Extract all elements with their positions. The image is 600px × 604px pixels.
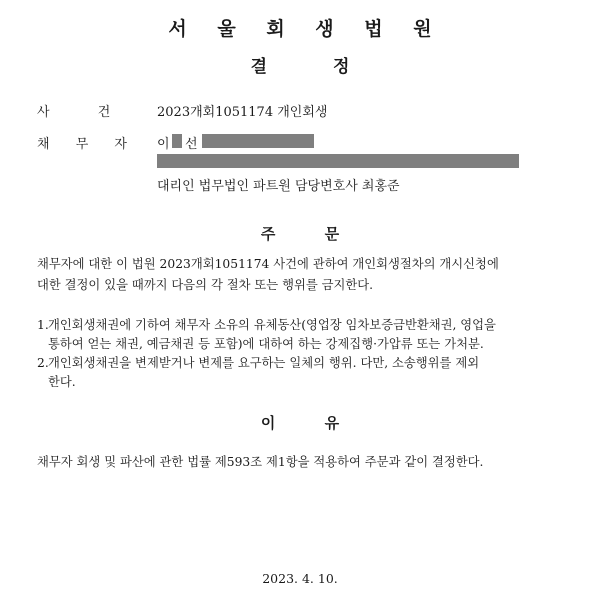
case-label: 사 건 — [37, 105, 112, 120]
order-item-1-line-1: 개인회생채권에 기하여 채무자 소유의 유체동산(영업장 임차보증금반환채권, 영업을 — [48, 318, 496, 332]
order-item-1-line-2: 통하여 얻는 채권, 예금채권 등 포함)에 대하여 하는 강제집행·가압류 또는 가처분. — [48, 337, 484, 351]
debtor-name-last: 선 — [185, 137, 198, 152]
reason-heading: 이 유 — [260, 414, 340, 432]
case-value: 2023개회1051174 개인회생 — [157, 105, 328, 120]
document-type: 결 정 — [250, 57, 350, 77]
order-item-1-number: 1. — [37, 318, 49, 332]
redacted-name-char — [172, 134, 182, 148]
court-name: 서 울 회 생 법 원 — [168, 18, 444, 40]
order-item-2-line-1: 개인회생채권을 변제받거나 변제를 요구하는 일체의 행위. 다만, 소송행위를 제외 — [48, 356, 480, 370]
debtor-representative: 대리인 법무법인 파트원 담당변호사 최홍준 — [157, 179, 400, 194]
redacted-personal-number — [202, 134, 314, 148]
debtor-label: 채 무 자 — [37, 137, 128, 152]
order-item-2-line-2: 한다. — [48, 375, 76, 389]
debtor-name-first: 이 — [157, 137, 170, 152]
reason-text: 채무자 회생 및 파산에 관한 법률 제593조 제1항을 적용하여 주문과 같이 결정한다. — [37, 455, 484, 469]
order-line-2: 대한 결정이 있을 때까지 다음의 각 절차 또는 행위를 금지한다. — [37, 278, 374, 292]
redacted-address — [157, 154, 519, 168]
order-item-2-number: 2. — [37, 356, 49, 370]
order-line-1: 채무자에 대한 이 법원 2023개회1051174 사건에 관하여 개인회생절차의 개시신청에 — [37, 257, 499, 271]
order-heading: 주 문 — [260, 225, 340, 243]
decision-date: 2023. 4. 10. — [262, 571, 338, 586]
